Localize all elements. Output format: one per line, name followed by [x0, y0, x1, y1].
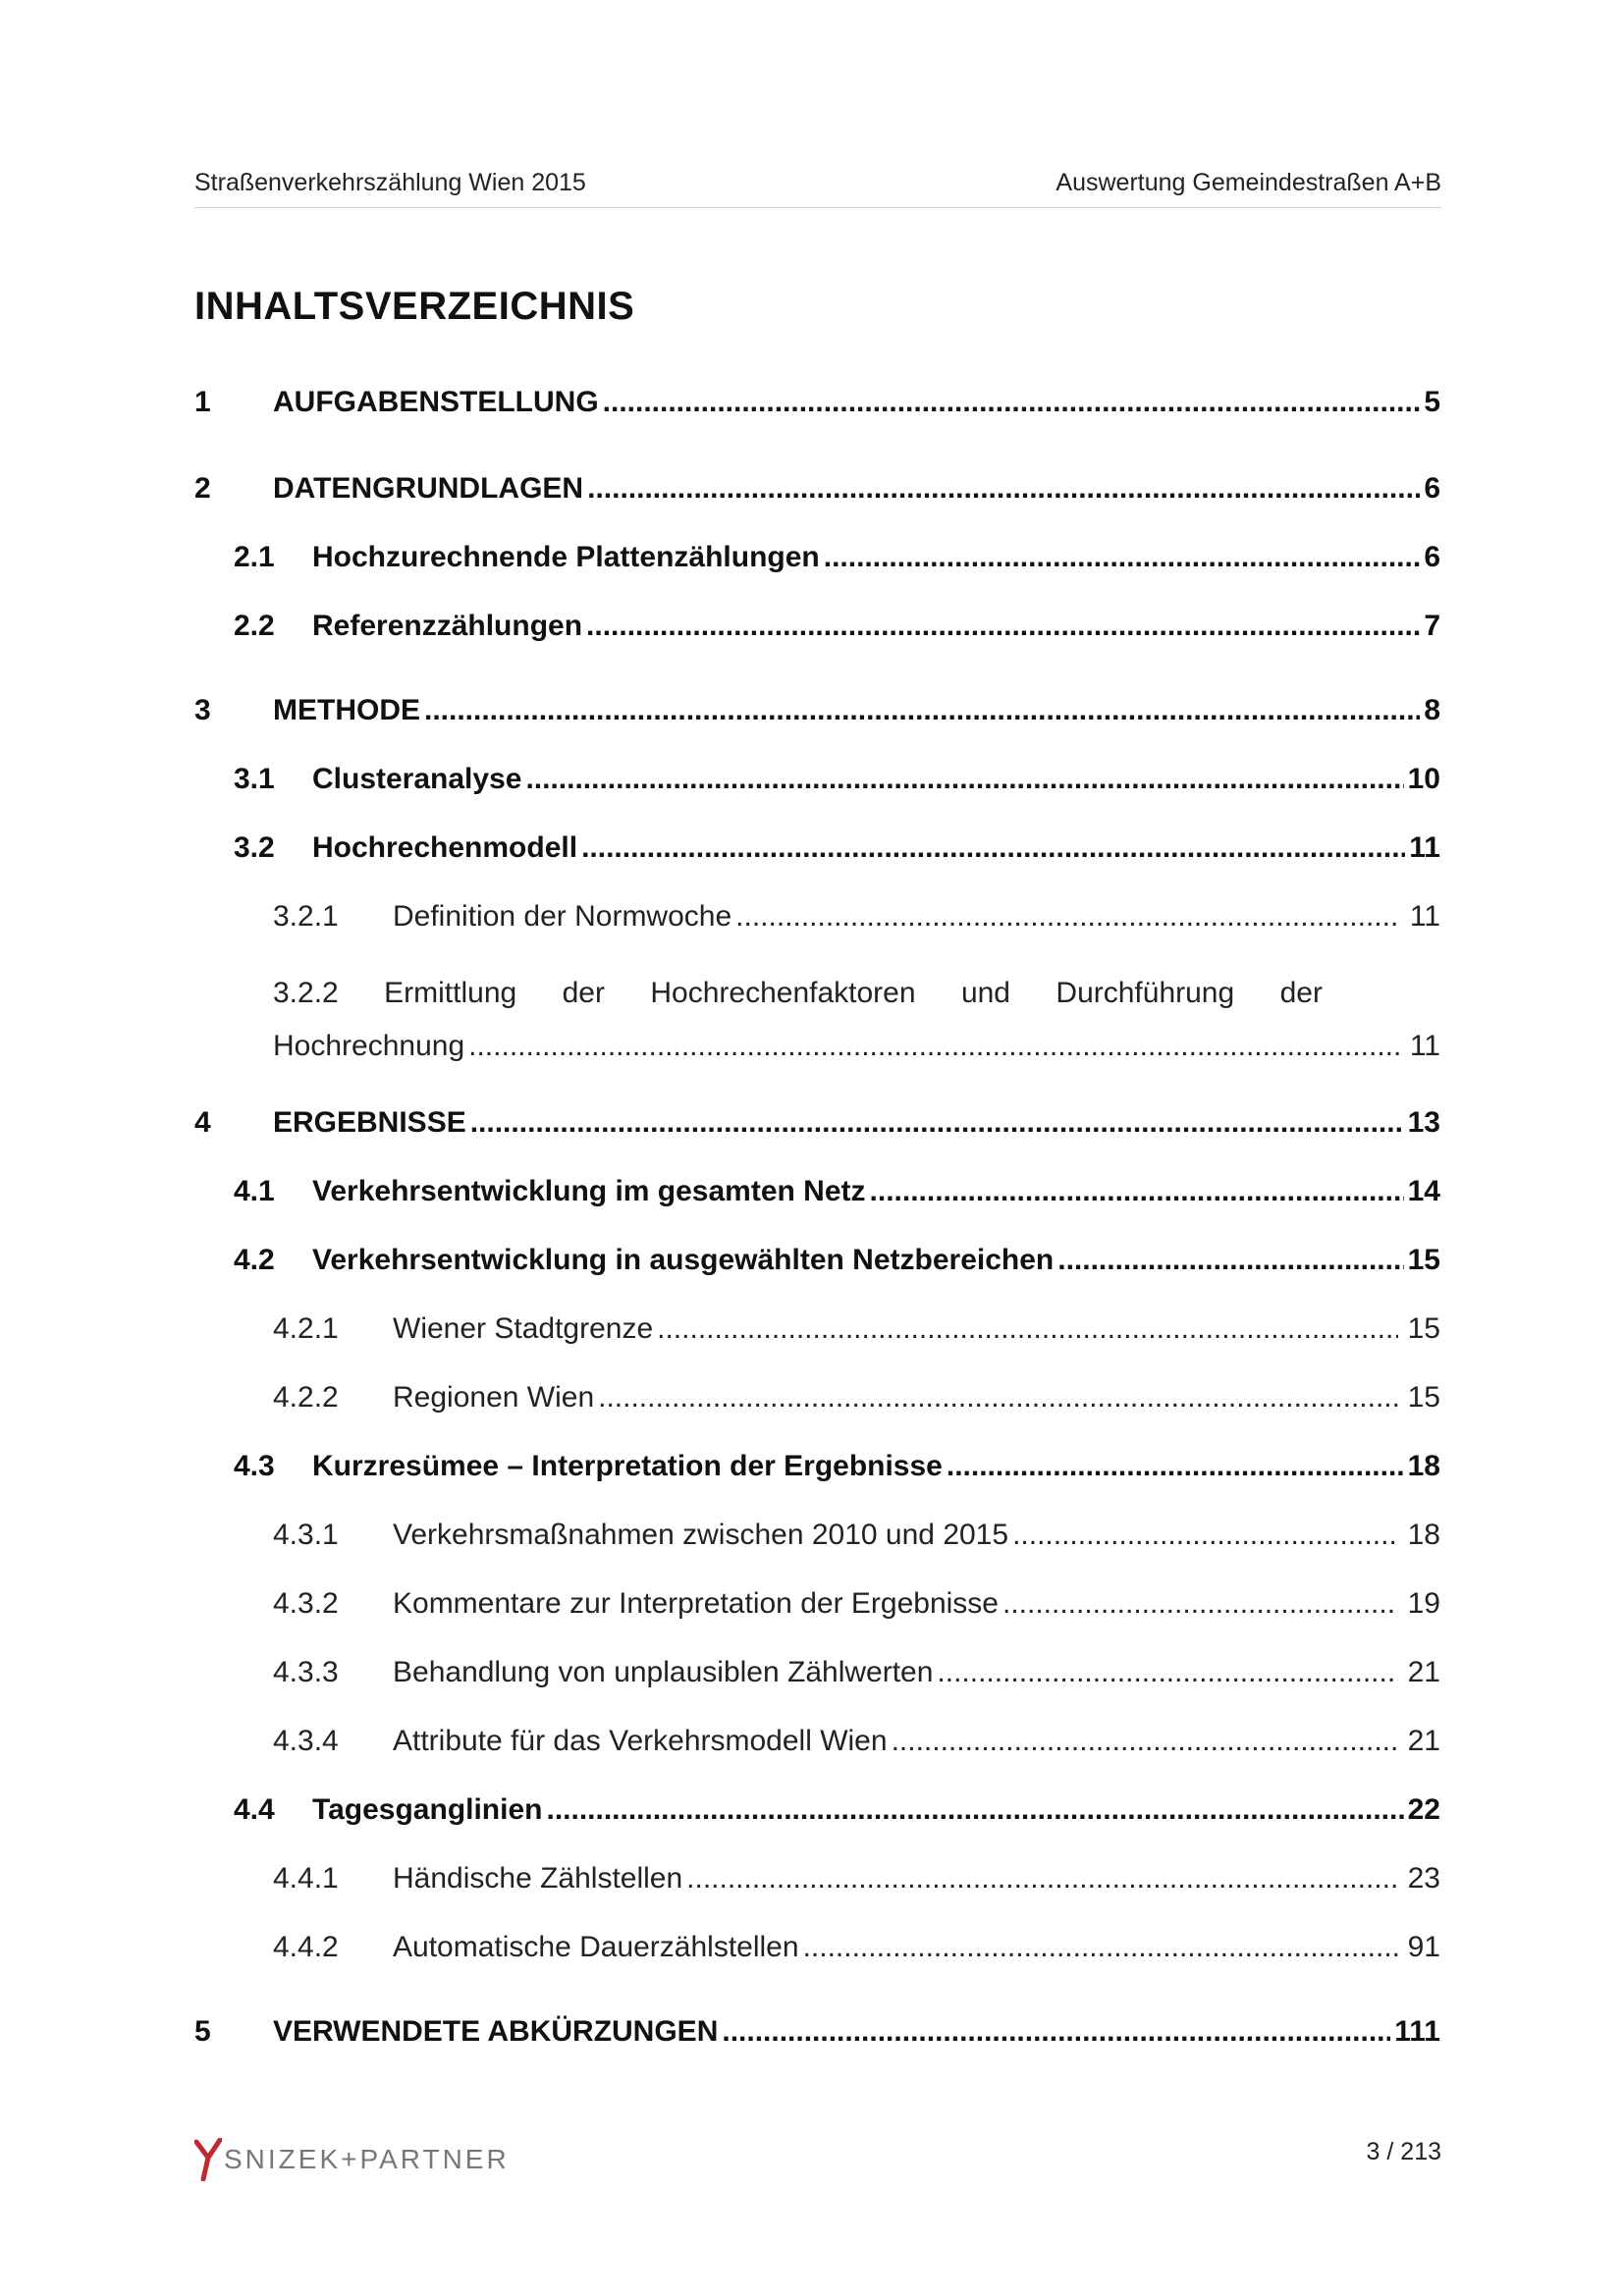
- header-left: Straßenverkehrszählung Wien 2015: [194, 169, 586, 196]
- toc-label: DATENGRUNDLAGEN: [273, 472, 584, 505]
- toc-label: Kurzresümee – Interpretation der Ergebnisse: [312, 1450, 943, 1482]
- toc-page: 21: [1407, 1656, 1440, 1688]
- toc-page: 19: [1407, 1587, 1440, 1620]
- toc-number: 1: [194, 386, 211, 418]
- toc-entry[interactable]: [273, 1518, 1440, 1553]
- toc-page: 10: [1407, 763, 1440, 795]
- toc-entry[interactable]: [194, 1105, 1440, 1141]
- toc-label: Tagesganglinien: [312, 1793, 543, 1826]
- toc-label: Behandlung von unplausiblen Zählwerten: [393, 1656, 934, 1688]
- toc-entry[interactable]: [273, 1724, 1440, 1759]
- toc-number: 4.2.2: [273, 1381, 339, 1414]
- toc-entry[interactable]: [234, 1792, 1440, 1828]
- company-logo: [194, 2138, 510, 2181]
- toc-word: der: [562, 977, 605, 1009]
- toc-page: 111: [1394, 2015, 1440, 2048]
- toc-entry[interactable]: [273, 1861, 1440, 1896]
- toc-entry[interactable]: [234, 540, 1440, 575]
- toc-page: 6: [1424, 472, 1440, 505]
- toc-page: 91: [1407, 1931, 1440, 1963]
- toc-number: 3.2.2: [273, 977, 339, 1009]
- toc-entry[interactable]: [234, 1449, 1440, 1484]
- toc-page: 23: [1407, 1862, 1440, 1895]
- toc-leader: [947, 1449, 1404, 1484]
- toc-number: 4.4: [234, 1793, 275, 1826]
- toc-label: Händische Zählstellen: [393, 1862, 683, 1895]
- toc-number: 3.1: [234, 763, 275, 795]
- toc-number: 4.4.1: [273, 1862, 339, 1895]
- toc-page: 11: [1409, 1030, 1440, 1062]
- toc-number: 3.2: [234, 831, 275, 864]
- toc-leader: [892, 1724, 1398, 1759]
- toc-number: 5: [194, 2015, 211, 2048]
- header-right: Auswertung Gemeindestraßen A+B: [1056, 169, 1441, 196]
- toc-number: 3: [194, 694, 211, 726]
- toc-leader: [735, 899, 1400, 934]
- logo-text: SNIZEK+PARTNER: [224, 2144, 510, 2174]
- toc-leader: [1057, 1243, 1403, 1278]
- toc-leader: [470, 1105, 1404, 1141]
- toc-label: Regionen Wien: [393, 1381, 595, 1414]
- toc-page: 15: [1407, 1381, 1440, 1414]
- toc-number: 4.3.1: [273, 1519, 339, 1551]
- toc-label: METHODE: [273, 694, 420, 726]
- toc-label: Attribute für das Verkehrsmodell Wien: [393, 1725, 888, 1757]
- toc-number: 4.2: [234, 1244, 275, 1276]
- toc-leader: [1002, 1586, 1398, 1622]
- toc-number: 3.2.1: [273, 900, 339, 933]
- toc-label: Wiener Stadtgrenze: [393, 1312, 654, 1345]
- toc-word: der: [1279, 977, 1323, 1009]
- toc-leader: [468, 1020, 1400, 1073]
- toc-label: Hochzurechnende Plattenzählungen: [312, 541, 820, 573]
- toc-label: Referenzzählungen: [312, 610, 583, 642]
- toc-number: 4.3.2: [273, 1587, 339, 1620]
- toc-leader: [603, 385, 1421, 420]
- toc-leader: [1012, 1518, 1398, 1553]
- toc-leader: [657, 1311, 1397, 1347]
- toc-number: 4.3.4: [273, 1725, 339, 1757]
- toc-entry[interactable]: [194, 2014, 1440, 2050]
- toc-number: 2: [194, 472, 211, 505]
- toc-page: 21: [1407, 1725, 1440, 1757]
- toc-label-continuation: Hochrechnung: [273, 1030, 465, 1062]
- toc-entry[interactable]: [273, 899, 1440, 934]
- toc-leader: [803, 1930, 1398, 1965]
- toc-entry[interactable]: [234, 609, 1440, 644]
- toc-number: 4.1: [234, 1175, 275, 1207]
- toc-page: 11: [1409, 831, 1440, 864]
- toc-leader: [722, 2014, 1390, 2050]
- toc-leader: [546, 1792, 1403, 1828]
- toc-entry[interactable]: [273, 1655, 1440, 1690]
- toc-page: 18: [1407, 1519, 1440, 1551]
- toc-entry[interactable]: [234, 1243, 1440, 1278]
- logo-mark-icon: [194, 2138, 222, 2181]
- toc-page: 5: [1424, 386, 1440, 418]
- toc-number: 4.4.2: [273, 1931, 339, 1963]
- toc-leader: [870, 1174, 1404, 1209]
- toc-page: 15: [1407, 1312, 1440, 1345]
- toc-entry[interactable]: [194, 385, 1440, 420]
- toc-label: Hochrechenmodell: [312, 831, 578, 864]
- toc-number: 2.1: [234, 541, 275, 573]
- toc-label: Verkehrsmaßnahmen zwischen 2010 und 2015: [393, 1519, 1009, 1551]
- toc-page: 14: [1407, 1175, 1440, 1207]
- toc-leader: [587, 471, 1420, 507]
- toc-word: und: [960, 977, 1010, 1009]
- toc-number: 4.2.1: [273, 1312, 339, 1345]
- toc-page: 7: [1424, 610, 1440, 642]
- toc-leader: [686, 1861, 1397, 1896]
- toc-page: 15: [1407, 1244, 1440, 1276]
- toc-word: Hochrechenfaktoren: [650, 977, 916, 1009]
- toc-entry[interactable]: [234, 1174, 1440, 1209]
- toc-entry[interactable]: [234, 762, 1440, 797]
- toc-leader: [598, 1380, 1398, 1415]
- toc-entry[interactable]: [273, 1586, 1440, 1622]
- toc-entry[interactable]: [273, 1930, 1440, 1965]
- toc-word: Ermittlung: [384, 977, 517, 1009]
- toc-number: 4.3: [234, 1450, 275, 1482]
- toc-label: Clusteranalyse: [312, 763, 522, 795]
- toc-leader: [824, 540, 1421, 575]
- page-number: 3 / 213: [1366, 2138, 1441, 2165]
- toc-label: Verkehrsentwicklung in ausgewählten Netzbereichen: [312, 1244, 1055, 1276]
- toc-entry[interactable]: [194, 471, 1440, 507]
- toc-label: AUFGABENSTELLUNG: [273, 386, 599, 418]
- toc-number: 4.3.3: [273, 1656, 339, 1688]
- toc-label: Definition der Normwoche: [393, 900, 732, 933]
- toc-page: 22: [1407, 1793, 1440, 1826]
- toc-leader: [525, 762, 1403, 797]
- toc-page: 11: [1409, 900, 1440, 933]
- toc-entry[interactable]: [273, 1380, 1440, 1415]
- toc-number: 4: [194, 1106, 211, 1139]
- toc-entry[interactable]: [234, 830, 1440, 866]
- toc-leader: [937, 1655, 1397, 1690]
- toc-leader: [424, 693, 1420, 728]
- toc-entry[interactable]: [273, 1311, 1440, 1347]
- toc-label: Kommentare zur Interpretation der Ergebnisse: [393, 1587, 999, 1620]
- toc-number: 2.2: [234, 610, 275, 642]
- toc-page: 18: [1407, 1450, 1440, 1482]
- toc-label: Verkehrsentwicklung im gesamten Netz: [312, 1175, 866, 1207]
- toc-label: ERGEBNISSE: [273, 1106, 466, 1139]
- toc-leader: [586, 609, 1420, 644]
- page-header: [194, 169, 1441, 208]
- toc-label: Automatische Dauerzählstellen: [393, 1931, 799, 1963]
- toc-leader: [581, 830, 1405, 866]
- toc-title: INHALTSVERZEICHNIS: [194, 285, 635, 328]
- toc-page: 8: [1424, 694, 1440, 726]
- toc-word: Durchführung: [1056, 977, 1235, 1009]
- toc-page: 6: [1424, 541, 1440, 573]
- toc-entry[interactable]: [194, 693, 1440, 728]
- toc-entry-wrapped[interactable]: [273, 967, 1440, 1073]
- toc-page: 13: [1407, 1106, 1440, 1139]
- toc-label: VERWENDETE ABKÜRZUNGEN: [273, 2015, 719, 2048]
